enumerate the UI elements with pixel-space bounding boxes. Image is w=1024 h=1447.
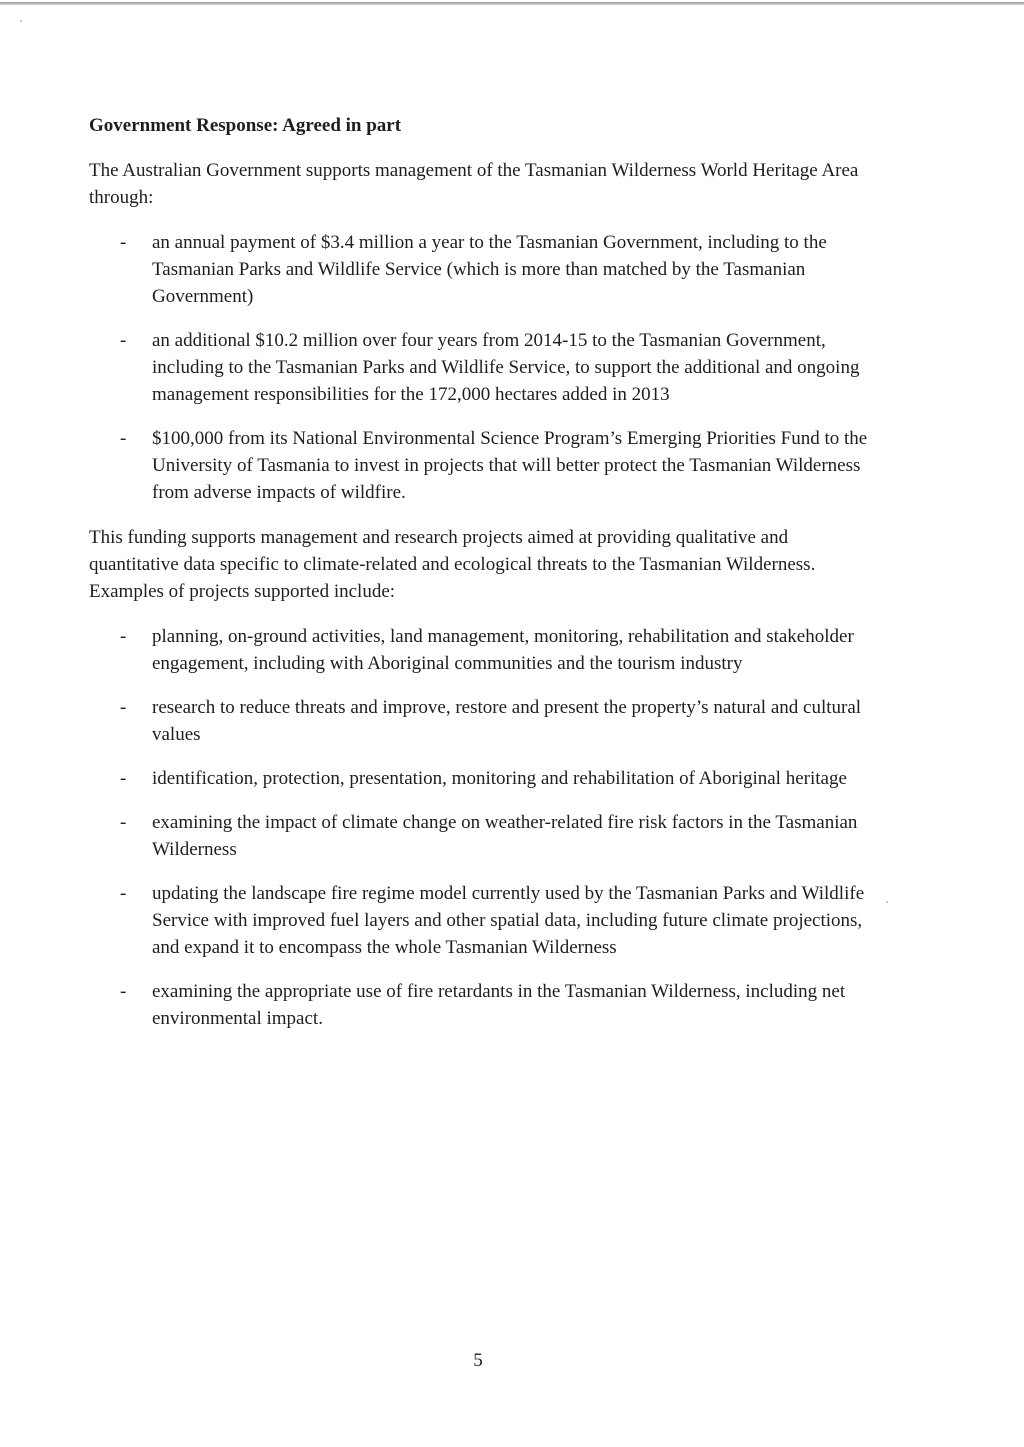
page-number: 5: [473, 1350, 483, 1371]
list-item-text: research to reduce threats and improve, restore and present the property’s natural and cultural values: [152, 697, 862, 745]
bullet-dash: -: [120, 812, 127, 833]
bullet-dash: -: [120, 626, 127, 647]
list-item: [89, 809, 879, 863]
list-item: [89, 765, 879, 792]
list-item: [89, 694, 879, 748]
list-item: [89, 623, 879, 677]
section-heading: Government Response: Agreed in part: [89, 115, 402, 136]
list-item-text: identification, protection, presentation, monitoring and rehabilitation of Aboriginal heritage: [152, 768, 847, 789]
list-item-text: examining the impact of climate change on weather-related fire risk factors in the Tasmanian Wilderness: [152, 812, 858, 860]
bullet-dash: -: [120, 768, 127, 789]
list-item: [89, 327, 879, 408]
list-item-text: $100,000 from its National Environmental Science Program’s Emerging Priorities Fund to the University of Tasmania to invest in projects that will better protect the Tasmanian Wilderness from adverse impacts of wildfire.: [152, 428, 868, 503]
list-item: [89, 978, 879, 1032]
bullet-dash: -: [120, 697, 127, 718]
intro-paragraph: The Australian Government supports management of the Tasmanian Wilderness World Heritage Area through:: [89, 160, 859, 208]
list-item-text: updating the landscape fire regime model currently used by the Tasmanian Parks and Wildlife Service with improved fuel layers and other spatial data, including future climate projections, and expand it to encompass the whole Tasmanian Wilderness: [152, 883, 865, 958]
list-item-text: planning, on-ground activities, land management, monitoring, rehabilitation and stakeholder engagement, including with Aboriginal communities and the tourism industry: [152, 626, 854, 674]
list-item-text: examining the appropriate use of fire retardants in the Tasmanian Wilderness, including net environmental impact.: [152, 981, 846, 1029]
list-item-text: an annual payment of $3.4 million a year to the Tasmanian Government, including to the Tasmanian Parks and Wildlife Service (which is more than matched by the Tasmanian Government): [152, 232, 827, 307]
bullet-dash: -: [120, 883, 127, 904]
bullet-dash: -: [120, 232, 127, 253]
bullet-dash: -: [120, 428, 127, 449]
list-item-text: an additional $10.2 million over four years from 2014-15 to the Tasmanian Government, including to the Tasmanian Parks and Wildlife Service, to support the additional and ongoing management responsibilities for the 172,000 hectares added in 2013: [152, 330, 860, 405]
scan-top-edge: [0, 2, 1024, 5]
projects-list: [89, 623, 879, 1032]
bullet-dash: -: [120, 981, 127, 1002]
list-item: [89, 880, 879, 961]
document-body: [89, 112, 879, 1050]
funding-list: [89, 229, 879, 506]
scan-speck: [886, 901, 888, 903]
bullet-dash: -: [120, 330, 127, 351]
list-item: [89, 425, 879, 506]
scan-speck: [20, 20, 22, 22]
list-item: [89, 229, 879, 310]
funding-paragraph: This funding supports management and research projects aimed at providing qualitative and quantitative data specific to climate-related and ecological threats to the Tasmanian Wilderness. Examples of projects supported include:: [89, 527, 816, 602]
